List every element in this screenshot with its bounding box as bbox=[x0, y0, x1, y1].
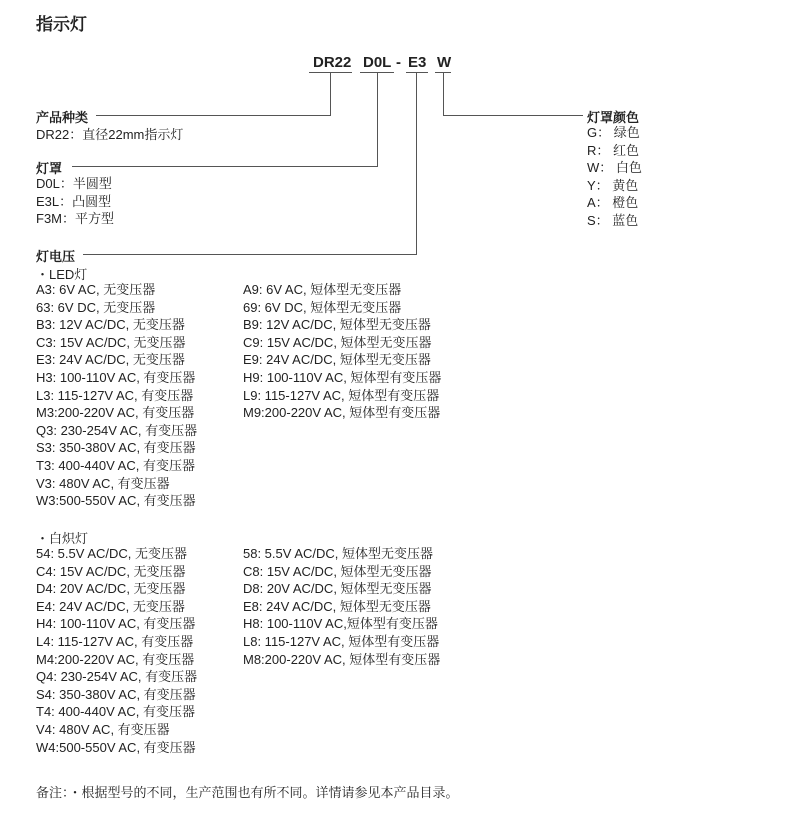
list-item: A3: 6V AC, 无变压器 bbox=[36, 282, 156, 297]
list-item: H4: 100-110V AC, 有变压器 bbox=[36, 616, 196, 632]
page-title: 指示灯 bbox=[36, 15, 87, 34]
list-item: M8:200-220V AC, 短体型有变压器 bbox=[243, 651, 441, 667]
code-sep: - bbox=[396, 54, 401, 71]
list-item: W4:500-550V AC, 有变压器 bbox=[36, 739, 196, 755]
category-heading: 产品种类 bbox=[36, 110, 89, 125]
list-item: H3: 100-110V AC, 有变压器 bbox=[36, 369, 196, 385]
led-label: ・LED灯 bbox=[36, 267, 88, 282]
code-series: DR22 bbox=[313, 54, 352, 71]
led-list-right bbox=[243, 281, 441, 422]
color-heading: 灯罩颜色 bbox=[587, 110, 640, 125]
list-item: S3: 350-380V AC, 有变压器 bbox=[36, 440, 196, 456]
connector-line bbox=[443, 72, 444, 116]
list-item: M4:200-220V AC, 有变压器 bbox=[36, 651, 195, 667]
list-item: S： 蓝色 bbox=[587, 212, 639, 228]
list-item: T4: 400-440V AC, 有变压器 bbox=[36, 704, 195, 720]
list-item: V3: 480V AC, 有变压器 bbox=[36, 475, 170, 491]
list-item: L8: 115-127V AC, 短体型有变压器 bbox=[243, 633, 440, 649]
list-item: 54: 5.5V AC/DC, 无变压器 bbox=[36, 546, 187, 561]
list-item: V4: 480V AC, 有变压器 bbox=[36, 721, 170, 737]
connector-line bbox=[330, 72, 331, 116]
category-item: DR22：直径22mm指示灯 bbox=[36, 127, 184, 142]
list-item: D8: 20V AC/DC, 短体型无变压器 bbox=[243, 581, 432, 597]
cover-list bbox=[36, 175, 114, 228]
list-item: S4: 350-380V AC, 有变压器 bbox=[36, 686, 196, 702]
list-item: E3L：凸圆型 bbox=[36, 193, 112, 209]
connector-line bbox=[377, 72, 378, 167]
list-item: R： 红色 bbox=[587, 142, 640, 158]
code-color: W bbox=[437, 54, 452, 71]
list-item: L4: 115-127V AC, 有变压器 bbox=[36, 633, 194, 649]
list-item: E9: 24V AC/DC, 短体型无变压器 bbox=[243, 352, 431, 368]
list-item: M9:200-220V AC, 短体型有变压器 bbox=[243, 405, 441, 421]
connector-line bbox=[416, 72, 417, 255]
note: 备注：・根据型号的不同，生产范围也有所不同。详情请参见本产品目录。 bbox=[36, 785, 459, 800]
cover-heading: 灯罩 bbox=[36, 161, 63, 176]
connector-line bbox=[443, 115, 583, 116]
list-item: A： 橙色 bbox=[587, 195, 639, 211]
underline bbox=[406, 72, 428, 73]
incandescent-label: ・白炽灯 bbox=[36, 531, 89, 546]
list-item: W： 白色 bbox=[587, 160, 642, 176]
list-item: D4: 20V AC/DC, 无变压器 bbox=[36, 581, 186, 597]
list-item: L3: 115-127V AC, 有变压器 bbox=[36, 387, 194, 403]
connector-line bbox=[72, 166, 378, 167]
list-item: H8: 100-110V AC,短体型有变压器 bbox=[243, 616, 438, 632]
list-item: Q4: 230-254V AC, 有变压器 bbox=[36, 669, 198, 685]
led-list-left bbox=[36, 281, 197, 510]
list-item: F3M：平方型 bbox=[36, 211, 115, 227]
list-item: B3: 12V AC/DC, 无变压器 bbox=[36, 317, 185, 333]
voltage-heading: 灯电压 bbox=[36, 249, 76, 264]
list-item: E8: 24V AC/DC, 短体型无变压器 bbox=[243, 598, 431, 614]
incandescent-list-left bbox=[36, 545, 197, 756]
list-item: G： 绿色 bbox=[587, 125, 640, 140]
list-item: B9: 12V AC/DC, 短体型无变压器 bbox=[243, 317, 431, 333]
list-item: C9: 15V AC/DC, 短体型无变压器 bbox=[243, 334, 432, 350]
list-item: E4: 24V AC/DC, 无变压器 bbox=[36, 598, 185, 614]
list-item: 69: 6V DC, 短体型无变压器 bbox=[243, 299, 402, 315]
connector-line bbox=[83, 254, 417, 255]
list-item: 63: 6V DC, 无变压器 bbox=[36, 299, 156, 315]
list-item: D0L：半圆型 bbox=[36, 176, 112, 191]
list-item: W3:500-550V AC, 有变压器 bbox=[36, 493, 196, 509]
list-item: Q3: 230-254V AC, 有变压器 bbox=[36, 422, 198, 438]
list-item: L9: 115-127V AC, 短体型有变压器 bbox=[243, 387, 440, 403]
list-item: C4: 15V AC/DC, 无变压器 bbox=[36, 563, 186, 579]
connector-line bbox=[96, 115, 331, 116]
list-item: A9: 6V AC, 短体型无变压器 bbox=[243, 282, 402, 297]
code-cover: D0L bbox=[363, 54, 392, 71]
color-list bbox=[587, 124, 642, 230]
list-item: M3:200-220V AC, 有变压器 bbox=[36, 405, 195, 421]
list-item: 58: 5.5V AC/DC, 短体型无变压器 bbox=[243, 546, 433, 561]
list-item: C3: 15V AC/DC, 无变压器 bbox=[36, 334, 186, 350]
list-item: Y： 黄色 bbox=[587, 177, 639, 193]
incandescent-list-right bbox=[243, 545, 440, 668]
code-voltage: E3 bbox=[408, 54, 427, 71]
list-item: T3: 400-440V AC, 有变压器 bbox=[36, 457, 195, 473]
list-item: C8: 15V AC/DC, 短体型无变压器 bbox=[243, 563, 432, 579]
list-item: E3: 24V AC/DC, 无变压器 bbox=[36, 352, 185, 368]
list-item: H9: 100-110V AC, 短体型有变压器 bbox=[243, 369, 442, 385]
